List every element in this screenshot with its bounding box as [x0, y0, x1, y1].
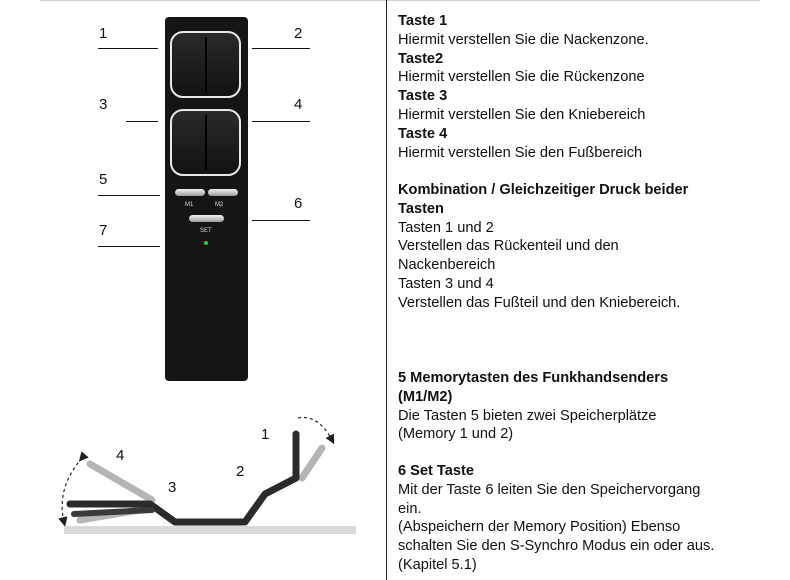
set-button — [189, 215, 224, 222]
key-3-desc: Hiermit verstellen Sie den Kniebereich — [398, 106, 646, 123]
set-title: 6 Set Taste — [398, 463, 474, 479]
m2-button — [208, 189, 238, 196]
callout-1: 1 — [99, 25, 108, 42]
ghost-head-section — [302, 448, 322, 478]
memory-line: Die Tasten 5 bieten zwei Speicherplätze — [398, 407, 657, 424]
top-rule — [40, 0, 760, 1]
set-line: schalten Sie den S-Synchro Modus ein oder aus. — [398, 538, 715, 555]
set-label: SET — [200, 228, 212, 234]
callout-4: 4 — [294, 96, 303, 113]
callout-3-line — [126, 121, 158, 122]
bed-base — [64, 526, 356, 534]
bed-label-4: 4 — [116, 447, 125, 464]
set-line: (Abspeichern der Memory Position) Ebenso — [398, 519, 681, 536]
callout-3: 3 — [99, 96, 108, 113]
combination-line: Tasten 3 und 4 — [398, 275, 494, 292]
key-4-desc: Hiermit verstellen Sie den Fußbereich — [398, 144, 643, 161]
key-1-2-button — [170, 31, 241, 98]
combination-title-2: Tasten — [398, 200, 444, 217]
key-2-title: Taste2 — [398, 50, 444, 67]
m1-label: M1 — [185, 202, 194, 208]
set-line: Mit der Taste 6 leiten Sie den Speichervorgang — [398, 481, 701, 498]
combination-title-1: Kombination / Gleichzeitiger Druck beider — [398, 182, 689, 198]
m1-button — [175, 189, 205, 196]
callout-7: 7 — [99, 222, 108, 239]
combination-line: Verstellen das Fußteil und den Kniebereich. — [398, 294, 681, 311]
column-divider — [386, 0, 387, 580]
callout-2: 2 — [294, 25, 303, 42]
key-1-desc: Hiermit verstellen Sie die Nackenzone. — [398, 31, 649, 48]
callout-5: 5 — [99, 171, 108, 188]
callout-4-line — [252, 121, 310, 122]
keys-section — [398, 12, 768, 162]
key-3-title: Taste 3 — [398, 88, 448, 105]
combination-line: Verstellen das Rückenteil und den — [398, 238, 619, 255]
head-motion-arrow — [298, 417, 332, 440]
memory-line: (Memory 1 und 2) — [398, 426, 514, 443]
callout-7-line — [98, 246, 160, 247]
set-line: ein. — [398, 500, 422, 517]
combination-line: Tasten 1 und 2 — [398, 219, 494, 236]
callout-6-line — [252, 220, 310, 221]
callout-6: 6 — [294, 195, 303, 212]
combination-section — [398, 181, 768, 313]
set-section — [398, 462, 768, 575]
bed-label-2: 2 — [236, 463, 245, 480]
status-led — [204, 241, 208, 245]
leg-section — [74, 510, 152, 514]
key-1-title: Taste 1 — [398, 13, 448, 29]
callout-5-line — [98, 195, 160, 196]
m2-label: M2 — [215, 202, 224, 208]
ghost-foot-section — [90, 464, 152, 500]
memory-section — [398, 369, 768, 444]
combination-line: Nackenbereich — [398, 257, 496, 274]
key-4-title: Taste 4 — [398, 125, 448, 142]
remote-control — [165, 17, 248, 381]
memory-title-2: (M1/M2) — [398, 388, 453, 405]
set-line: (Kapitel 5.1) — [398, 556, 477, 573]
key-3-4-button — [170, 109, 241, 176]
bed-diagram — [40, 400, 370, 570]
key-2-desc: Hiermit verstellen Sie die Rückenzone — [398, 69, 645, 86]
callout-2-line — [252, 48, 310, 49]
callout-1-line — [98, 48, 158, 49]
bed-label-1: 1 — [261, 426, 270, 443]
bed-frame — [70, 434, 296, 522]
bed-label-3: 3 — [168, 479, 177, 496]
memory-title-1: 5 Memorytasten des Funkhandsenders — [398, 370, 669, 386]
